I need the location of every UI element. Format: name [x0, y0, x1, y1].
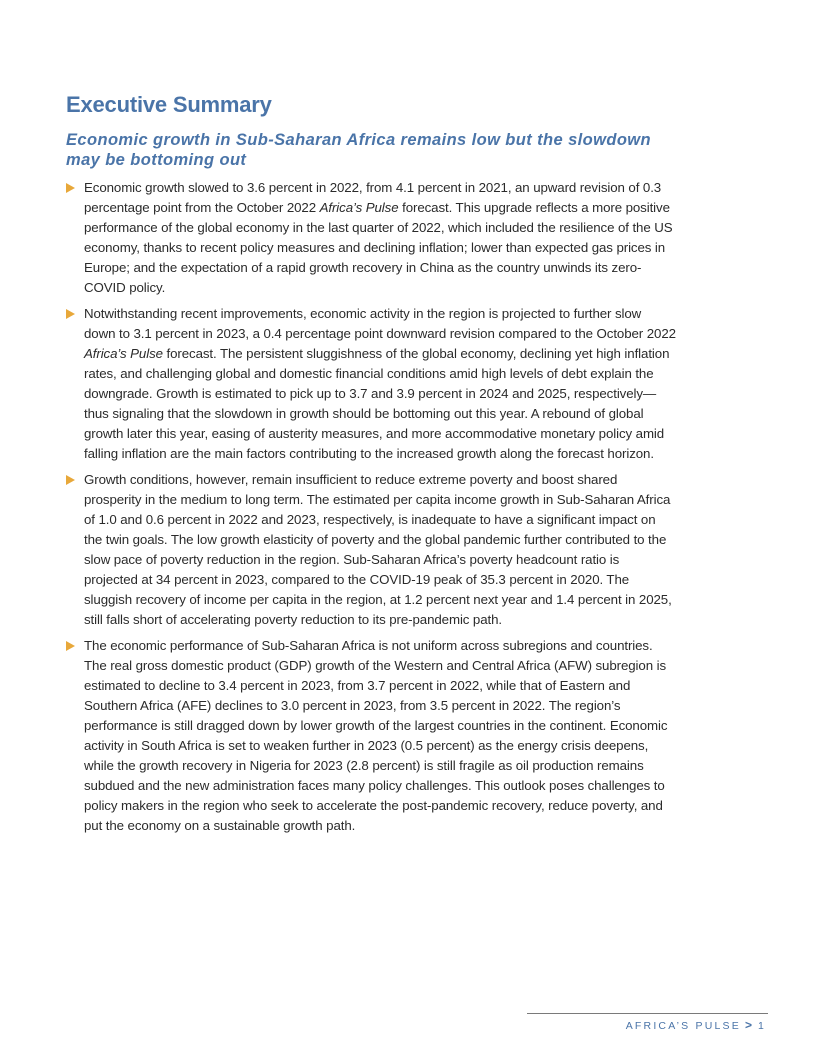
publication-title: Africa’s Pulse: [319, 200, 399, 215]
footer-divider: [527, 1013, 768, 1014]
bullet-item: [66, 178, 676, 298]
page-footer: [626, 1018, 766, 1032]
triangle-right-icon: [66, 475, 75, 485]
bullet-item: [66, 470, 676, 630]
bullet-text: [84, 180, 673, 295]
bullet-text-segment: Economic growth slowed to 3.6 percent in 2022, from 4.1 percent in 2021, an upward revision of 0.3 percentage point from the October 2022: [84, 180, 662, 215]
triangle-right-icon: [66, 309, 75, 319]
bullet-item: [66, 636, 676, 836]
triangle-right-icon: [66, 641, 75, 651]
chevron-right-icon: >: [744, 1018, 752, 1032]
bullet-text-segment: forecast. This upgrade reflects a more positive performance of the global economy in the last quarter of 2022, which included the resilience of the US economy, thanks to recent policy measures and declining inflation; lower than expected gas prices in Europe; and the expectation of a rapid growth recovery in China as the country unwinds its zero-COVID policy.: [84, 200, 673, 295]
page-number: 1: [757, 1020, 766, 1032]
bullet-text: [84, 638, 667, 833]
page-title: Executive Summary: [66, 92, 272, 117]
bullet-item: [66, 304, 676, 464]
triangle-right-icon: [66, 183, 75, 193]
bullet-text-segment: forecast. The persistent sluggishness of the global economy, declining yet high inflation rates, and challenging global and domestic financial conditions amid high levels of debt explain the downgrade. Growth is estimated to pick up to 3.7 and 3.9 percent in 2024 and 2025, respectively—thus signaling that the slowdown in growth should be bottoming out this year. A rebound of global growth later this year, easing of austerity measures, and more accommodative monetary policy amid falling inflation are the main factors contributing to the increased growth along the forecast horizon.: [84, 346, 670, 461]
bullet-text-segment: Notwithstanding recent improvements, economic activity in the region is projected to further slow down to 3.1 percent in 2023, a 0.4 percentage point downward revision compared to the October 2022: [84, 306, 676, 341]
bullet-list: [66, 178, 676, 842]
bullet-text: [84, 472, 672, 627]
publication-title: Africa’s Pulse: [84, 346, 163, 361]
running-title: AFRICA’S PULSE: [625, 1020, 741, 1032]
section-subtitle: Economic growth in Sub-Saharan Africa remains low but the slowdown may be bottoming out: [66, 131, 652, 169]
bullet-text-segment: Growth conditions, however, remain insufficient to reduce extreme poverty and boost shared prosperity in the medium to long term. The estimated per capita income growth in Sub-Saharan Africa of 1.0 and 0.6 percent in 2022 and 2023, respectively, is inadequate to have a significant impact on the twin goals. The low growth elasticity of poverty and the global pandemic further contributed to the slow pace of poverty reduction in the region. Sub-Saharan Africa’s poverty headcount ratio is projected at 34 percent in 2023, compared to the COVID-19 peak of 35.3 percent in 2020. The sluggish recovery of income per capita in the region, at 1.2 percent next year and 1.4 percent in 2025, still falls short of accelerating poverty reduction to its pre-pandemic path.: [84, 472, 672, 627]
bullet-text: [84, 306, 676, 461]
bullet-text-segment: The economic performance of Sub-Saharan Africa is not uniform across subregions and countries. The real gross domestic product (GDP) growth of the Western and Central Africa (AFW) subregion is estimated to decline to 3.4 percent in 2023, from 3.7 percent in 2022, while that of Eastern and Southern Africa (AFE) declines to 3.0 percent in 2023, from 3.5 percent in 2022. The region’s performance is still dragged down by lower growth of the largest countries in the continent. Economic activity in South Africa is set to weaken further in 2023 (0.5 percent) as the energy crisis deepens, while the growth recovery in Nigeria for 2023 (2.8 percent) is still fragile as oil production remains subdued and the new administration faces many policy challenges. This outlook poses challenges to policy makers in the region who seek to accelerate the post-pandemic recovery, reduce poverty, and put the economy on a sustainable growth path.: [84, 638, 668, 833]
